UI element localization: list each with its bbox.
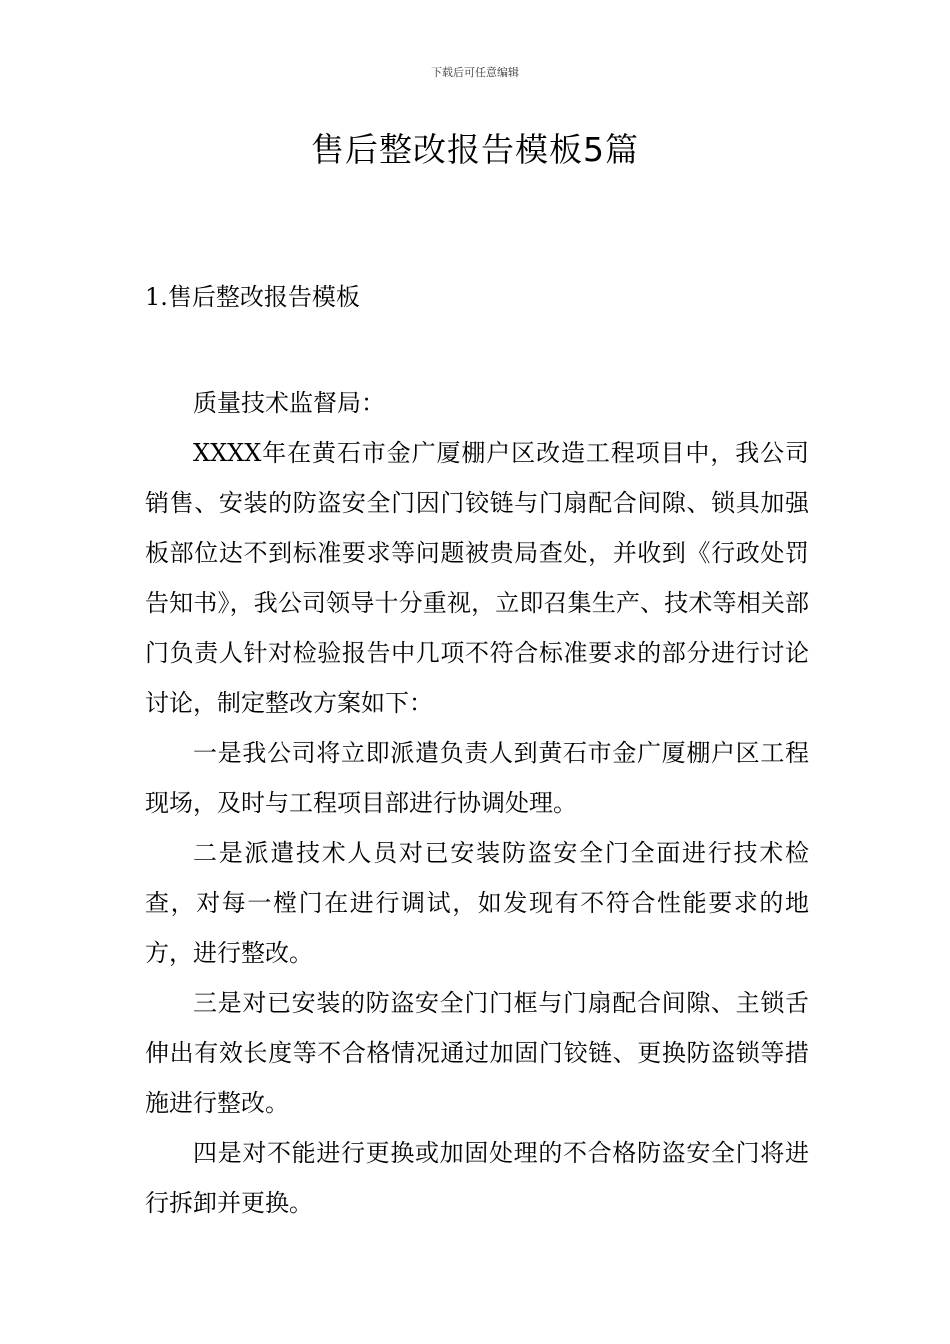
body-paragraph: 一是我公司将立即派遣负责人到黄石市金广厦棚户区工程现场，及时与工程项目部进行协调处理。 bbox=[145, 739, 809, 817]
section-heading: 1.售后整改报告模板 bbox=[145, 283, 360, 311]
body-paragraph: 二是派遣技术人员对已安装防盗安全门全面进行技术检查，对每一樘门在进行调试，如发现有不符合性能要求的地方，进行整改。 bbox=[145, 839, 809, 967]
salutation-paragraph: 质量技术监督局： bbox=[193, 389, 385, 417]
body-paragraph: 三是对已安装的防盗安全门门框与门扇配合间隙、主锁舌伸出有效长度等不合格情况通过加固门铰链、更换防盗锁等措施进行整改。 bbox=[145, 989, 809, 1117]
body-paragraph: 四是对不能进行更换或加固处理的不合格防盗安全门将进行拆卸并更换。 bbox=[145, 1139, 809, 1217]
page-header-note: 下载后可任意编辑 bbox=[431, 66, 519, 79]
document-title: 售后整改报告模板5篇 bbox=[311, 130, 639, 169]
body-paragraph: XXXX年在黄石市金广厦棚户区改造工程项目中，我公司销售、安装的防盗安全门因门铰链与门扇配合间隙、锁具加强板部位达不到标准要求等问题被贵局查处，并收到《行政处罚告知书》，我公司领导十分重视，立即召集生产、技术等相关部门负责人针对检验报告中几项不符合标准要求的部分进行讨论讨论，制定整改方案如下： bbox=[145, 439, 809, 717]
document-body bbox=[145, 378, 809, 1228]
